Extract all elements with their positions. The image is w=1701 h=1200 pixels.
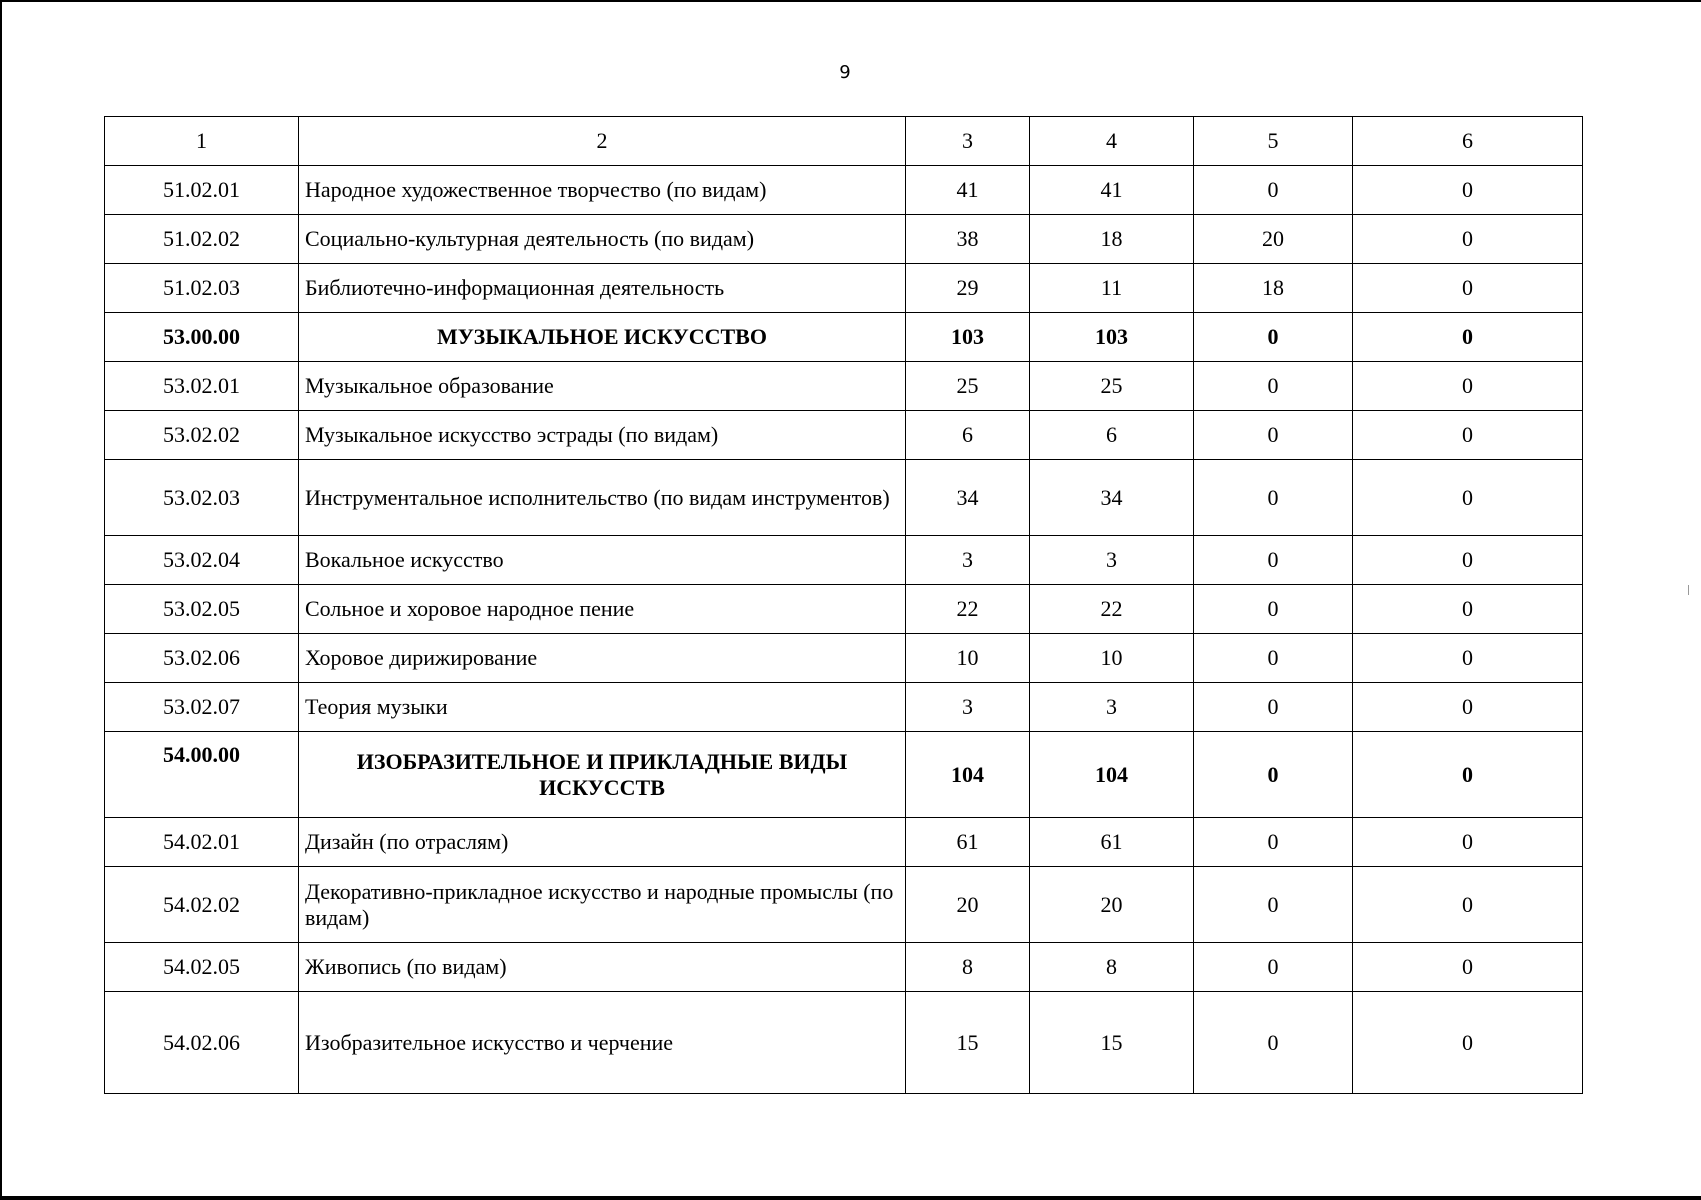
cell-code: 51.02.01: [105, 166, 299, 215]
cell-col3: 38: [906, 215, 1030, 264]
cell-code: 53.02.01: [105, 362, 299, 411]
cell-col5: 0: [1194, 166, 1353, 215]
table-row: [105, 264, 1583, 313]
cell-col4: 20: [1030, 867, 1194, 943]
cell-col6: 0: [1353, 536, 1583, 585]
table-row: [105, 683, 1583, 732]
cell-name: Дизайн (по отраслям): [299, 818, 906, 867]
cell-col5: 0: [1194, 313, 1353, 362]
cell-col3: 34: [906, 460, 1030, 536]
cell-col6: 0: [1353, 166, 1583, 215]
table-row: [105, 362, 1583, 411]
cell-col6: 0: [1353, 943, 1583, 992]
cell-col3: 10: [906, 634, 1030, 683]
column-header: 2: [299, 117, 906, 166]
cell-col5: 0: [1194, 460, 1353, 536]
cell-name: Декоративно-прикладное искусство и народные промыслы (по видам): [299, 867, 906, 943]
cell-col3: 3: [906, 536, 1030, 585]
cell-name: Хоровое дирижирование: [299, 634, 906, 683]
cell-col5: 0: [1194, 536, 1353, 585]
cell-code: 53.02.06: [105, 634, 299, 683]
cell-col3: 15: [906, 992, 1030, 1094]
cell-name: Социально-культурная деятельность (по видам): [299, 215, 906, 264]
cell-col6: 0: [1353, 818, 1583, 867]
scan-artifact: [1688, 585, 1689, 595]
cell-col5: 0: [1194, 992, 1353, 1094]
column-header: 3: [906, 117, 1030, 166]
cell-col3: 20: [906, 867, 1030, 943]
table-row: [105, 634, 1583, 683]
cell-col3: 6: [906, 411, 1030, 460]
cell-col4: 104: [1030, 732, 1194, 818]
table-row: [105, 943, 1583, 992]
cell-col4: 10: [1030, 634, 1194, 683]
cell-name: МУЗЫКАЛЬНОЕ ИСКУССТВО: [299, 313, 906, 362]
cell-col6: 0: [1353, 732, 1583, 818]
cell-col6: 0: [1353, 264, 1583, 313]
cell-col4: 6: [1030, 411, 1194, 460]
cell-col4: 22: [1030, 585, 1194, 634]
cell-code: 54.02.01: [105, 818, 299, 867]
cell-name: Живопись (по видам): [299, 943, 906, 992]
cell-code: 53.02.05: [105, 585, 299, 634]
cell-col5: 18: [1194, 264, 1353, 313]
table-row: [105, 411, 1583, 460]
cell-col5: 0: [1194, 818, 1353, 867]
cell-name: Библиотечно-информационная деятельность: [299, 264, 906, 313]
column-header: 5: [1194, 117, 1353, 166]
cell-col6: 0: [1353, 992, 1583, 1094]
cell-col6: 0: [1353, 460, 1583, 536]
table-row: [105, 992, 1583, 1094]
cell-name: Сольное и хоровое народное пение: [299, 585, 906, 634]
cell-code: 51.02.02: [105, 215, 299, 264]
cell-name: Изобразительное искусство и черчение: [299, 992, 906, 1094]
cell-col6: 0: [1353, 362, 1583, 411]
table-row: [105, 460, 1583, 536]
cell-code: 54.02.02: [105, 867, 299, 943]
cell-code: 51.02.03: [105, 264, 299, 313]
cell-name: ИЗОБРАЗИТЕЛЬНОЕ И ПРИКЛАДНЫЕ ВИДЫ ИСКУССТВ: [299, 732, 906, 818]
cell-col5: 20: [1194, 215, 1353, 264]
cell-col6: 0: [1353, 411, 1583, 460]
cell-code: 53.02.07: [105, 683, 299, 732]
cell-col6: 0: [1353, 215, 1583, 264]
cell-code: 53.00.00: [105, 313, 299, 362]
cell-col3: 103: [906, 313, 1030, 362]
cell-code: 54.02.06: [105, 992, 299, 1094]
cell-col5: 0: [1194, 943, 1353, 992]
cell-col6: 0: [1353, 634, 1583, 683]
cell-col3: 104: [906, 732, 1030, 818]
cell-col6: 0: [1353, 313, 1583, 362]
cell-code: 54.02.05: [105, 943, 299, 992]
cell-col4: 3: [1030, 683, 1194, 732]
cell-col3: 8: [906, 943, 1030, 992]
cell-col4: 8: [1030, 943, 1194, 992]
cell-col6: 0: [1353, 683, 1583, 732]
cell-col4: 34: [1030, 460, 1194, 536]
cell-col4: 61: [1030, 818, 1194, 867]
cell-col5: 0: [1194, 867, 1353, 943]
table-body: [105, 117, 1583, 1094]
cell-col4: 18: [1030, 215, 1194, 264]
cell-code: 53.02.04: [105, 536, 299, 585]
cell-name: Музыкальное образование: [299, 362, 906, 411]
cell-col3: 3: [906, 683, 1030, 732]
cell-col6: 0: [1353, 585, 1583, 634]
cell-name: Вокальное искусство: [299, 536, 906, 585]
section-row: [105, 313, 1583, 362]
cell-col3: 61: [906, 818, 1030, 867]
cell-col5: 0: [1194, 585, 1353, 634]
cell-code: 53.02.02: [105, 411, 299, 460]
cell-col5: 0: [1194, 634, 1353, 683]
cell-col5: 0: [1194, 362, 1353, 411]
cell-code: 53.02.03: [105, 460, 299, 536]
cell-name: Инструментальное исполнительство (по видам инструментов): [299, 460, 906, 536]
cell-name: Народное художественное творчество (по видам): [299, 166, 906, 215]
section-row: [105, 732, 1583, 818]
table-row: [105, 536, 1583, 585]
table-row: [105, 166, 1583, 215]
cell-col4: 41: [1030, 166, 1194, 215]
column-header: 1: [105, 117, 299, 166]
cell-col3: 41: [906, 166, 1030, 215]
cell-col4: 11: [1030, 264, 1194, 313]
header-row: [105, 117, 1583, 166]
cell-col3: 25: [906, 362, 1030, 411]
cell-col4: 103: [1030, 313, 1194, 362]
table-row: [105, 215, 1583, 264]
cell-name: Теория музыки: [299, 683, 906, 732]
cell-name: Музыкальное искусство эстрады (по видам): [299, 411, 906, 460]
cell-col4: 15: [1030, 992, 1194, 1094]
cell-col5: 0: [1194, 683, 1353, 732]
page-number: 9: [839, 62, 851, 83]
table-row: [105, 867, 1583, 943]
table-row: [105, 818, 1583, 867]
cell-code: 54.00.00: [105, 732, 299, 818]
cell-col5: 0: [1194, 411, 1353, 460]
cell-col4: 3: [1030, 536, 1194, 585]
column-header: 4: [1030, 117, 1194, 166]
table-row: [105, 585, 1583, 634]
cell-col4: 25: [1030, 362, 1194, 411]
cell-col3: 22: [906, 585, 1030, 634]
data-table: [104, 116, 1583, 1094]
column-header: 6: [1353, 117, 1583, 166]
cell-col6: 0: [1353, 867, 1583, 943]
cell-col5: 0: [1194, 732, 1353, 818]
cell-col3: 29: [906, 264, 1030, 313]
